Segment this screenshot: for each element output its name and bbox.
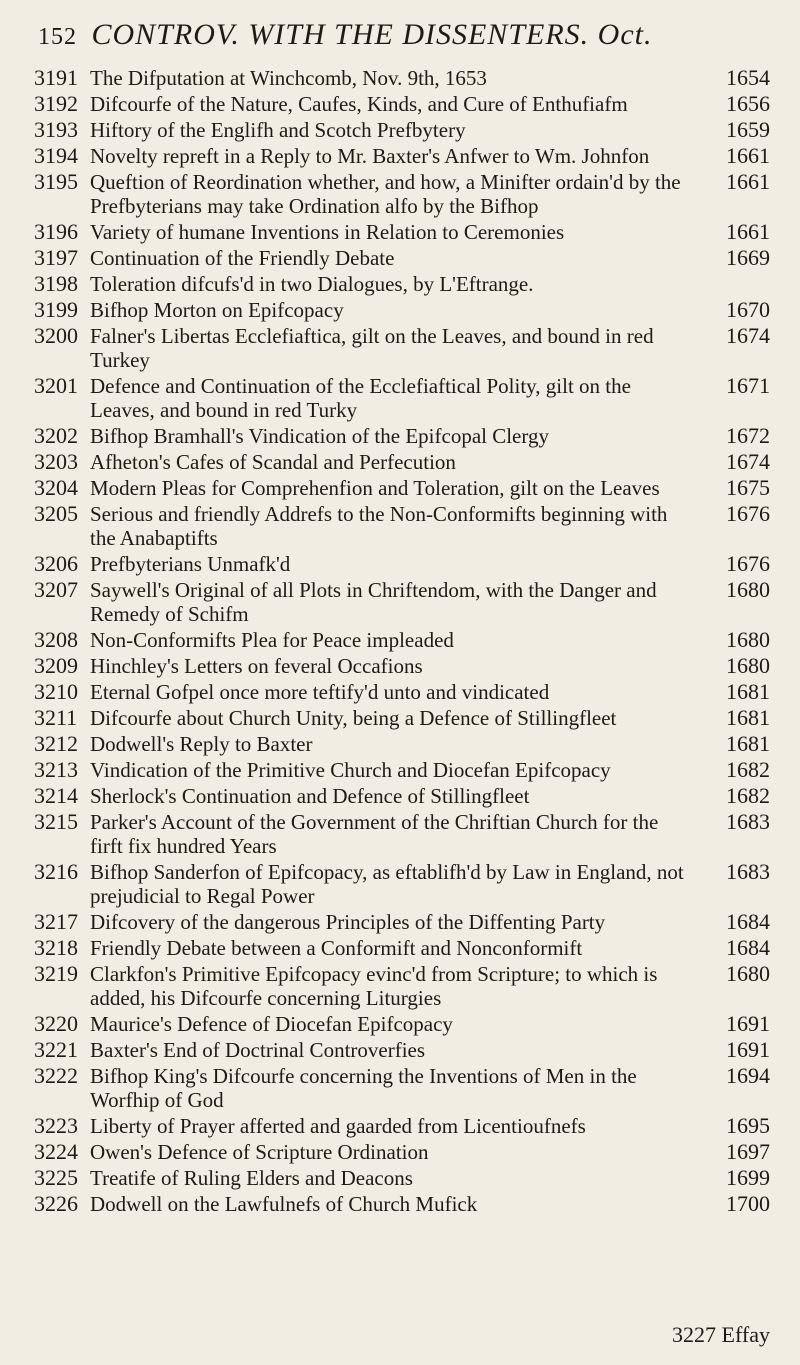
entry-title: Owen's Defence of Scripture Ordination <box>90 1140 429 1164</box>
catalogue-entry <box>34 628 770 652</box>
catalogue-entry <box>34 450 770 474</box>
catalogue-entry <box>34 92 770 116</box>
entry-number: 3191 <box>34 65 78 90</box>
catalogue-entry <box>34 170 770 218</box>
entry-list <box>34 66 770 1218</box>
entry-number: 3210 <box>34 679 78 704</box>
entry-number: 3209 <box>34 653 78 678</box>
running-title: CONTROV. WITH THE DISSENTERS. Oct. <box>91 18 653 51</box>
entry-number: 3208 <box>34 627 78 652</box>
catalogue-entry <box>34 578 770 626</box>
entry-year: 1680 <box>726 961 770 986</box>
entry-title: Toleration difcufs'd in two Dialogues, by L'Eftrange. <box>90 272 534 296</box>
entry-year: 1680 <box>726 653 770 678</box>
entry-number: 3224 <box>34 1139 78 1164</box>
entry-title: Maurice's Defence of Diocefan Epifcopacy <box>90 1012 453 1036</box>
entry-year: 1697 <box>726 1139 770 1164</box>
entry-number: 3198 <box>34 271 78 296</box>
catalogue-entry <box>34 936 770 960</box>
entry-title: Serious and friendly Addrefs to the Non-Conformifts beginning with the Anabaptifts <box>90 502 668 550</box>
entry-title: Liberty of Prayer afferted and gaarded from Licentioufnefs <box>90 1114 586 1138</box>
entry-year: 1672 <box>726 423 770 448</box>
entry-year: 1695 <box>726 1113 770 1138</box>
entry-title: Eternal Gofpel once more teftify'd unto and vindicated <box>90 680 550 704</box>
entry-title: Saywell's Original of all Plots in Chriftendom, with the Danger and Remedy of Schifm <box>90 578 657 626</box>
entry-title: Prefbyterians Unmafk'd <box>90 552 291 576</box>
entry-year: 1671 <box>726 373 770 398</box>
entry-title: Friendly Debate between a Conformift and Nonconformift <box>90 936 583 960</box>
entry-title: The Difputation at Winchcomb, Nov. 9th, 1653 <box>90 66 487 90</box>
entry-year: 1683 <box>726 809 770 834</box>
entry-title: Vindication of the Primitive Church and Diocefan Epifcopacy <box>90 758 611 782</box>
catalogue-entry <box>34 860 770 908</box>
entry-year: 1656 <box>726 91 770 116</box>
entry-number: 3216 <box>34 859 78 884</box>
entry-title: Bifhop Morton on Epifcopacy <box>90 298 344 322</box>
entry-number: 3220 <box>34 1011 78 1036</box>
entry-year: 1680 <box>726 577 770 602</box>
entry-number: 3202 <box>34 423 78 448</box>
entry-number: 3217 <box>34 909 78 934</box>
catalogue-entry <box>34 220 770 244</box>
entry-year: 1661 <box>726 143 770 168</box>
entry-year: 1659 <box>726 117 770 142</box>
entry-number: 3218 <box>34 935 78 960</box>
catalogue-entry <box>34 910 770 934</box>
entry-year: 1674 <box>726 449 770 474</box>
entry-year: 1661 <box>726 219 770 244</box>
entry-year: 1691 <box>726 1011 770 1036</box>
entry-year: 1680 <box>726 627 770 652</box>
catalogue-entry <box>34 374 770 422</box>
catalogue-entry <box>34 680 770 704</box>
catalogue-entry <box>34 1064 770 1112</box>
entry-title: Difcourfe of the Nature, Caufes, Kinds, and Cure of Enthufiafm <box>90 92 628 116</box>
catalogue-entry <box>34 502 770 550</box>
catalogue-entry <box>34 476 770 500</box>
entry-year: 1684 <box>726 935 770 960</box>
catalogue-entry <box>34 810 770 858</box>
catalogue-entry <box>34 1192 770 1216</box>
catalogue-entry <box>34 1140 770 1164</box>
entry-number: 3215 <box>34 809 78 834</box>
entry-number: 3221 <box>34 1037 78 1062</box>
entry-title: Difcovery of the dangerous Principles of the Diffenting Party <box>90 910 606 934</box>
entry-number: 3203 <box>34 449 78 474</box>
entry-title: Sherlock's Continuation and Defence of Stillingfleet <box>90 784 530 808</box>
entry-number: 3226 <box>34 1191 78 1216</box>
catalogue-entry <box>34 298 770 322</box>
entry-year: 1669 <box>726 245 770 270</box>
entry-number: 3223 <box>34 1113 78 1138</box>
entry-year: 1681 <box>726 679 770 704</box>
entry-title: Novelty repreft in a Reply to Mr. Baxter's Anfwer to Wm. Johnfon <box>90 144 650 168</box>
entry-title: Clarkfon's Primitive Epifcopacy evinc'd from Scripture; to which is added, his Difcourfe concerning Liturgies <box>90 962 658 1010</box>
entry-year: 1654 <box>726 65 770 90</box>
entry-title: Non-Conformifts Plea for Peace impleaded <box>90 628 454 652</box>
entry-title: Dodwell on the Lawfulnefs of Church Mufick <box>90 1192 478 1216</box>
entry-year: 1661 <box>726 169 770 194</box>
entry-title: Bifhop Bramhall's Vindication of the Epifcopal Clergy <box>90 424 549 448</box>
entry-title: Queftion of Reordination whether, and how, a Minifter ordain'd by the Prefbyterians may take Ordination alfo by the Bifhop <box>90 170 681 218</box>
entry-number: 3196 <box>34 219 78 244</box>
catalogue-entry <box>34 758 770 782</box>
catalogue-entry <box>34 118 770 142</box>
entry-number: 3211 <box>34 705 78 730</box>
entry-number: 3199 <box>34 297 78 322</box>
entry-number: 3205 <box>34 501 78 526</box>
catalogue-entry <box>34 552 770 576</box>
entry-number: 3225 <box>34 1165 78 1190</box>
entry-year <box>700 272 770 296</box>
catalogue-entry <box>34 1166 770 1190</box>
entry-title: Defence and Continuation of the Ecclefiaftical Polity, gilt on the Leaves, and bound in red Turky <box>90 374 631 422</box>
entry-title: Afheton's Cafes of Scandal and Perfecution <box>90 450 456 474</box>
page-number: 152 <box>38 24 77 50</box>
catalogue-entry <box>34 1114 770 1138</box>
entry-year: 1676 <box>726 551 770 576</box>
catalogue-entry <box>34 962 770 1010</box>
entry-year: 1682 <box>726 757 770 782</box>
entry-title: Falner's Libertas Ecclefiaftica, gilt on the Leaves, and bound in red Turkey <box>90 324 654 372</box>
entry-year: 1674 <box>726 323 770 348</box>
entry-number: 3200 <box>34 323 78 348</box>
entry-year: 1670 <box>726 297 770 322</box>
catalogue-entry <box>34 654 770 678</box>
entry-year: 1682 <box>726 783 770 808</box>
entry-title: Hiftory of the Englifh and Scotch Prefbytery <box>90 118 466 142</box>
entry-year: 1691 <box>726 1037 770 1062</box>
entry-title: Dodwell's Reply to Baxter <box>90 732 313 756</box>
entry-number: 3192 <box>34 91 78 116</box>
catalogue-entry <box>34 706 770 730</box>
entry-number: 3193 <box>34 117 78 142</box>
entry-year: 1676 <box>726 501 770 526</box>
entry-year: 1681 <box>726 705 770 730</box>
entry-number: 3194 <box>34 143 78 168</box>
entry-number: 3197 <box>34 245 78 270</box>
entry-title: Modern Pleas for Comprehenfion and Toleration, gilt on the Leaves <box>90 476 660 500</box>
catalogue-entry <box>34 144 770 168</box>
entry-title: Bifhop King's Difcourfe concerning the Inventions of Men in the Worfhip of God <box>90 1064 637 1112</box>
catalogue-entry <box>34 66 770 90</box>
entry-title: Treatife of Ruling Elders and Deacons <box>90 1166 413 1190</box>
catalogue-entry <box>34 1012 770 1036</box>
page-header <box>38 18 778 62</box>
entry-number: 3222 <box>34 1063 78 1088</box>
entry-number: 3213 <box>34 757 78 782</box>
entry-number: 3207 <box>34 577 78 602</box>
catchword: 3227 Effay <box>672 1322 770 1347</box>
entry-number: 3219 <box>34 961 78 986</box>
entry-year: 1683 <box>726 859 770 884</box>
catalogue-entry <box>34 246 770 270</box>
catalogue-entry <box>34 424 770 448</box>
entry-title: Bifhop Sanderfon of Epifcopacy, as eftablifh'd by Law in England, not prejudicial to Regal Power <box>90 860 684 908</box>
entry-number: 3204 <box>34 475 78 500</box>
catalogue-entry <box>34 324 770 372</box>
entry-year: 1675 <box>726 475 770 500</box>
entry-title: Continuation of the Friendly Debate <box>90 246 395 270</box>
entry-year: 1694 <box>726 1063 770 1088</box>
entry-year: 1699 <box>726 1165 770 1190</box>
entry-number: 3212 <box>34 731 78 756</box>
entry-number: 3195 <box>34 169 78 194</box>
entry-title: Baxter's End of Doctrinal Controverfies <box>90 1038 426 1062</box>
catalogue-entry <box>34 784 770 808</box>
entry-title: Parker's Account of the Government of the Chriftian Church for the firft fix hundred Years <box>90 810 659 858</box>
entry-title: Difcourfe about Church Unity, being a Defence of Stillingfleet <box>90 706 617 730</box>
catalogue-entry <box>34 1038 770 1062</box>
entry-title: Variety of humane Inventions in Relation to Ceremonies <box>90 220 565 244</box>
entry-year: 1700 <box>726 1191 770 1216</box>
entry-number: 3214 <box>34 783 78 808</box>
entry-number: 3206 <box>34 551 78 576</box>
entry-year: 1684 <box>726 909 770 934</box>
entry-title: Hinchley's Letters on feveral Occafions <box>90 654 423 678</box>
catalogue-entry <box>34 732 770 756</box>
entry-year: 1681 <box>726 731 770 756</box>
catalogue-entry <box>34 272 770 296</box>
entry-number: 3201 <box>34 373 78 398</box>
